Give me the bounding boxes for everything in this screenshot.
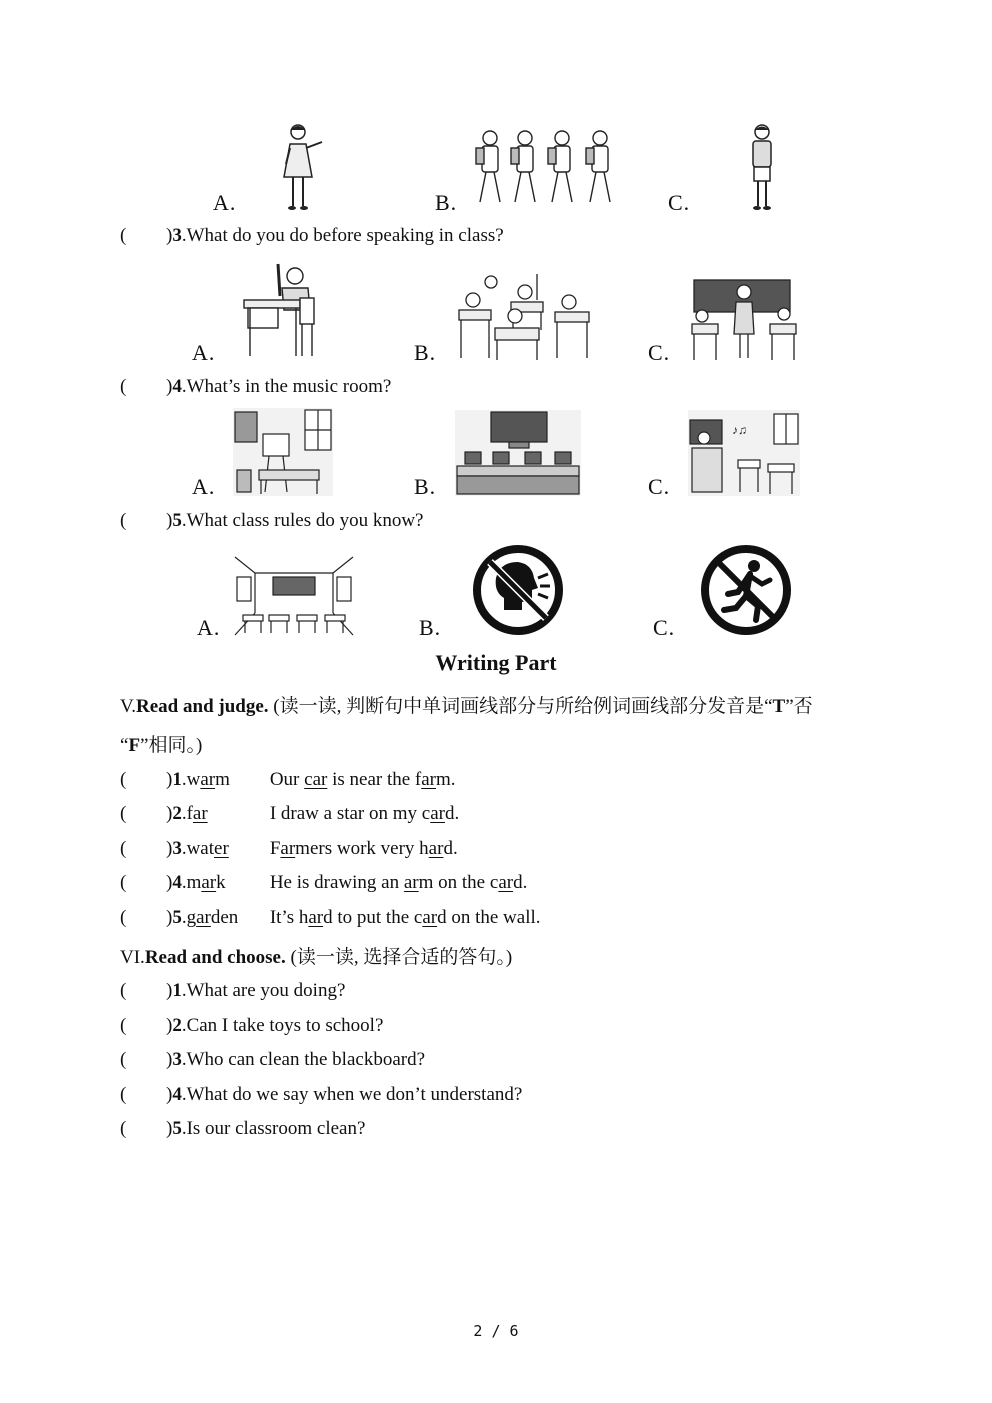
q5-option-b-label: B. [419, 615, 442, 640]
judge-item-4: ( )4.mark He is drawing an arm on the card. [120, 872, 528, 893]
page-number: 2 / 6 [473, 1322, 519, 1340]
writing-part-title: Writing Part [435, 650, 557, 675]
answer-blank[interactable]: ( [120, 510, 127, 531]
students-at-desks-picture [455, 270, 597, 362]
section-vi-heading: VI.Read and choose. (读一读, 选择合适的答句。) [120, 947, 513, 968]
answer-blank[interactable]: ( [120, 1118, 127, 1139]
q2-option-c-label: C. [668, 190, 691, 215]
answer-blank[interactable]: ( [120, 980, 127, 1001]
judge-item-3: ( )3.water Farmers work very hard. [120, 838, 458, 859]
no-running-icon [700, 544, 792, 636]
answer-blank[interactable]: ( [120, 1049, 127, 1070]
section-v-heading: V.Read and judge. (读一读, 判断句中单词画线部分与所给例词画线部分发音是“T”否 [120, 696, 813, 717]
question-3: ( )3.What do you do before speaking in class? [120, 225, 504, 246]
answer-blank[interactable]: ( [120, 838, 127, 859]
empty-classroom-picture [233, 555, 355, 637]
answer-blank[interactable]: ( [120, 803, 127, 824]
svg-text:♪♫: ♪♫ [732, 423, 747, 437]
judge-item-2: ( )2.far I draw a star on my card. [120, 803, 460, 824]
choose-item-5: ( )5.Is our classroom clean? [120, 1118, 366, 1139]
q2-option-a-label: A. [213, 190, 237, 215]
section-v-heading-cont: “F”相同。) [120, 735, 203, 756]
answer-blank[interactable]: ( [120, 225, 127, 246]
answer-blank[interactable]: ( [120, 376, 127, 397]
art-room-picture [233, 408, 333, 496]
no-talking-icon [472, 544, 564, 636]
q5-option-c-label: C. [653, 615, 676, 640]
q3-option-b-label: B. [414, 340, 437, 365]
answer-blank[interactable]: ( [120, 1015, 127, 1036]
question-4: ( )4.What’s in the music room? [120, 376, 392, 397]
answer-blank[interactable]: ( [120, 872, 127, 893]
girl-pointing-picture [278, 122, 328, 212]
raise-hand-picture [240, 258, 320, 360]
q5-option-a-label: A. [197, 615, 221, 640]
answer-blank[interactable]: ( [120, 1084, 127, 1105]
question-5: ( )5.What class rules do you know? [120, 510, 424, 531]
judge-item-1: ( )1.warm Our car is near the farm. [120, 769, 456, 790]
choose-item-1: ( )1.What are you doing? [120, 980, 346, 1001]
q3-option-c-label: C. [648, 340, 671, 365]
q4-option-c-label: C. [648, 474, 671, 499]
q2-option-b-label: B. [435, 190, 458, 215]
answer-blank[interactable]: ( [120, 769, 127, 790]
q3-option-a-label: A. [192, 340, 216, 365]
boy-standing-picture [742, 122, 782, 212]
choose-item-3: ( )3.Who can clean the blackboard? [120, 1049, 426, 1070]
students-walking-picture [470, 126, 625, 210]
answer-blank[interactable]: ( [120, 907, 127, 928]
q4-option-b-label: B. [414, 474, 437, 499]
q4-option-a-label: A. [192, 474, 216, 499]
choose-item-2: ( )2.Can I take toys to school? [120, 1015, 384, 1036]
music-room-picture [688, 410, 800, 496]
students-standing-picture [688, 278, 800, 364]
computer-room-picture [455, 410, 581, 496]
judge-item-5: ( )5.garden It’s hard to put the card on the wall. [120, 907, 541, 928]
choose-item-4: ( )4.What do we say when we don’t understand? [120, 1084, 523, 1105]
